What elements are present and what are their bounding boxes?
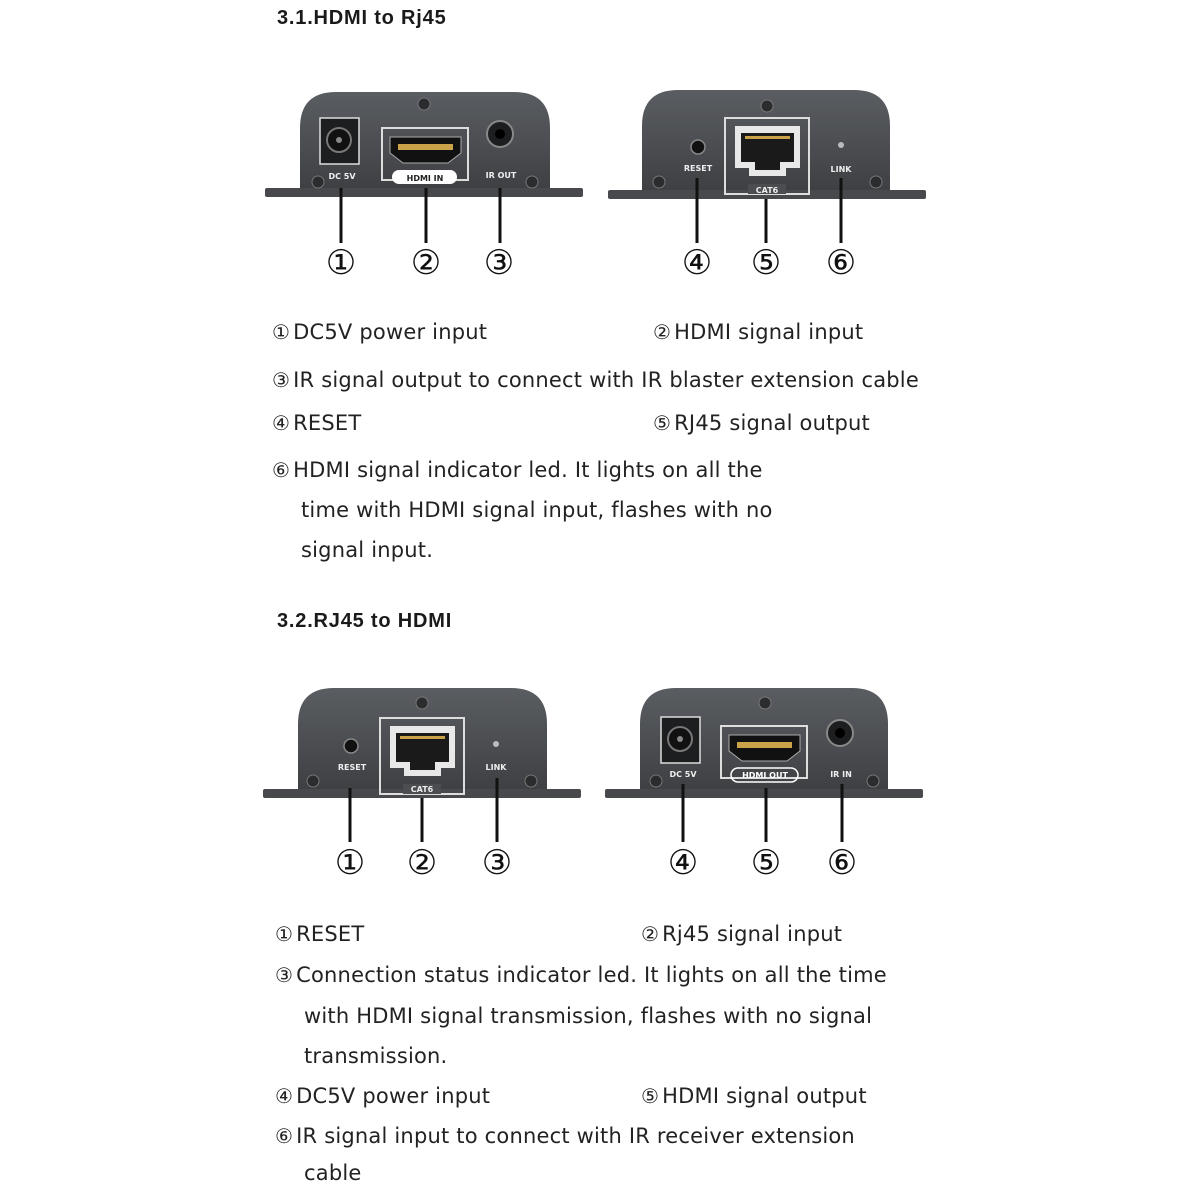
dc-power-jack (320, 118, 359, 164)
tx2-link-label: LINK (485, 763, 507, 772)
description-continuation: transmission. (304, 1044, 448, 1068)
description-item: ⑥ IR signal input to connect with IR receiver extension (275, 1124, 855, 1148)
callout-4: ④ (667, 843, 699, 883)
description-continuation: signal input. (301, 538, 434, 562)
callout-5: ⑤ (750, 243, 782, 283)
tx2-cat-label: CAT6 (410, 785, 434, 794)
callout-4: ④ (681, 243, 713, 283)
description-continuation: time with HDMI signal input, flashes with no (301, 498, 773, 522)
description-item: ③ IR signal output to connect with IR blaster extension cable (272, 368, 919, 392)
section1-device-diagram (0, 0, 1200, 300)
section2-device-diagram (0, 680, 1200, 890)
callout-1: ① (334, 843, 366, 883)
section2-title: 3.2.RJ45 to HDMI (277, 610, 453, 632)
description-item: ⑤ RJ45 signal output (653, 411, 870, 435)
tx-dc-label: DC 5V (328, 172, 356, 181)
rx2-hdmi-label: HDMI OUT (742, 771, 788, 780)
description-continuation: cable (304, 1161, 362, 1185)
description-item: ④ RESET (272, 411, 362, 435)
description-item: ② HDMI signal input (653, 320, 864, 344)
rx-cat-label: CAT6 (755, 186, 779, 195)
callout-2: ② (410, 243, 442, 283)
ir-out-port (487, 121, 513, 147)
tx-ir-label: IR OUT (485, 171, 517, 180)
rx2-ir-label: IR IN (830, 770, 852, 779)
tx-hdmi-label: HDMI IN (406, 174, 444, 183)
callout-3: ③ (481, 843, 513, 883)
rx-link-label: LINK (830, 165, 852, 174)
section1-title: 3.1.HDMI to Rj45 (277, 7, 447, 29)
rx2-dc-label: DC 5V (669, 770, 697, 779)
callout-6: ⑥ (826, 843, 858, 883)
callout-6: ⑥ (825, 243, 857, 283)
receiver-device (608, 90, 926, 199)
transmitter-device (263, 688, 581, 798)
tx2-reset-label: RESET (337, 763, 367, 772)
description-item: ⑥ HDMI signal indicator led. It lights on all the (272, 458, 763, 482)
callout-3: ③ (483, 243, 515, 283)
dc-power-jack (661, 717, 700, 763)
callout-1: ① (325, 243, 357, 283)
description-continuation: with HDMI signal transmission, flashes with no signal (304, 1004, 873, 1028)
description-item: ④ DC5V power input (275, 1084, 491, 1108)
transmitter-device (265, 92, 583, 197)
reset-hole (691, 140, 705, 154)
link-led (838, 142, 844, 148)
description-item: ⑤ HDMI signal output (641, 1084, 867, 1108)
description-item: ③ Connection status indicator led. It lights on all the time (275, 963, 887, 987)
rx-reset-label: RESET (683, 164, 713, 173)
description-item: ① RESET (275, 922, 365, 946)
description-item: ① DC5V power input (272, 320, 488, 344)
callout-2: ② (406, 843, 438, 883)
description-item: ② Rj45 signal input (641, 922, 843, 946)
ir-in-port (827, 720, 853, 746)
callout-5: ⑤ (750, 843, 782, 883)
reset-hole (344, 739, 358, 753)
receiver-device (605, 688, 923, 798)
link-led (493, 741, 499, 747)
